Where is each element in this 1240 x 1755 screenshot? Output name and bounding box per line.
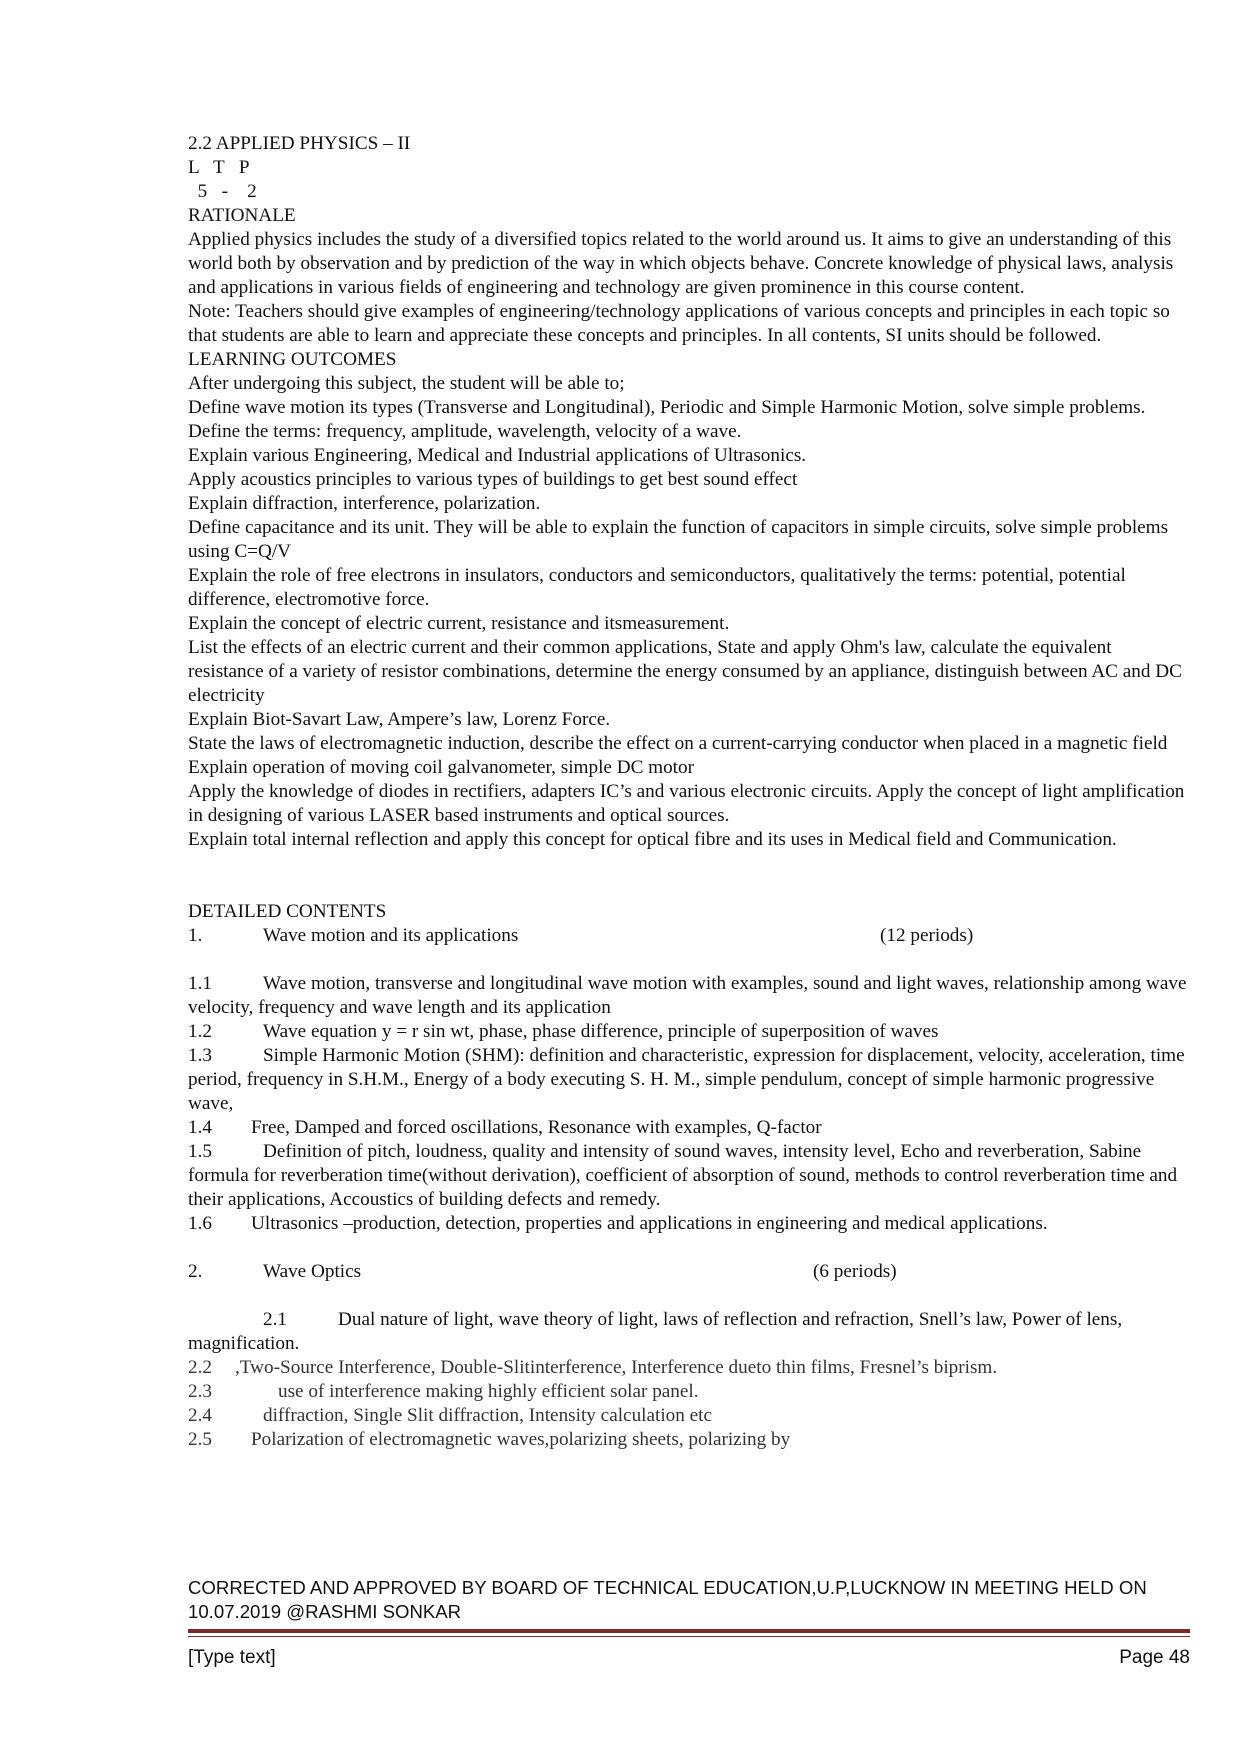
- learning-outcome-item: State the laws of electromagnetic induction, describe the effect on a current-carrying conductor when placed in a magnetic field: [188, 733, 1168, 754]
- spacer: [188, 948, 1188, 972]
- footer-rule-thin: [188, 1636, 1190, 1637]
- topic-periods: (12 periods): [880, 925, 974, 946]
- content-item: [188, 972, 1188, 1020]
- item-text: Free, Damped and forced oscillations, Resonance with examples, Q-factor: [251, 1117, 822, 1138]
- ltp-letters: L T P: [188, 157, 250, 178]
- course-title: 2.2 APPLIED PHYSICS – II: [188, 133, 411, 154]
- item-text: use of interference making highly efficient solar panel.: [278, 1381, 699, 1402]
- item-text: ,Two-Source Interference, Double-Slitinterference, Interference dueto thin films, Fresnel’s biprism.: [235, 1357, 998, 1378]
- topic-periods: (6 periods): [813, 1261, 897, 1282]
- page-number: Page 48: [1119, 1647, 1190, 1668]
- detailed-contents-heading: DETAILED CONTENTS: [188, 901, 387, 922]
- item-number: 1.4: [188, 1117, 212, 1138]
- content-item: [188, 1212, 1188, 1236]
- content-item: [188, 1404, 1188, 1428]
- rationale-note: Note: Teachers should give examples of engineering/technology applications of various concepts and principles in each topic so that students are able to learn and appreciate these concepts and principles. In all contents, SI units should be followed.: [188, 301, 1170, 346]
- learning-outcome-item: Define wave motion its types (Transverse and Longitudinal), Periodic and Simple Harmonic Motion, solve simple problems.: [188, 397, 1146, 418]
- learning-outcome-item: Apply the knowledge of diodes in rectifiers, adapters IC’s and various electronic circuits. Apply the concept of light amplification in designing of various LASER based instruments and optical sources.: [188, 781, 1185, 826]
- item-text: Wave motion, transverse and longitudinal wave motion with examples, sound and light waves, relationship among wave velocity, frequency and wave length and its application: [188, 973, 1187, 1018]
- item-number: 2.1: [263, 1309, 287, 1330]
- rationale-paragraph: Applied physics includes the study of a diversified topics related to the world around us. It aims to give an understanding of this world both by observation and by prediction of the way in which objects behave. Concrete knowledge of physical laws, analysis and applications in various fields of engineering and technology are given prominence in this course content.: [188, 229, 1174, 298]
- item-number: 1.1: [188, 973, 212, 994]
- footer-rule-thick: [188, 1629, 1190, 1633]
- content-item: [188, 1428, 1188, 1452]
- item-number: 2.2: [188, 1357, 212, 1378]
- page-footer: [188, 1645, 1190, 1671]
- footer-placeholder-text: [Type text]: [188, 1647, 276, 1668]
- learning-outcome-item: Explain Biot-Savart Law, Ampere’s law, Lorenz Force.: [188, 709, 611, 730]
- spacer: [188, 1236, 1188, 1260]
- content-item: [188, 1140, 1188, 1212]
- page-content: [188, 132, 1188, 1452]
- item-text: Ultrasonics –production, detection, properties and applications in engineering and medical applications.: [251, 1213, 1048, 1234]
- content-item: [188, 1116, 1188, 1140]
- item-number: 2.3: [188, 1381, 212, 1402]
- topic-name: Wave Optics: [263, 1261, 362, 1282]
- learning-outcome-item: Explain the role of free electrons in insulators, conductors and semiconductors, qualitatively the terms: potential, potential difference, electromotive force.: [188, 565, 1126, 610]
- topic-row-wave-optics: [188, 1260, 1188, 1284]
- content-item: [188, 1308, 1188, 1356]
- learning-outcomes-heading: LEARNING OUTCOMES: [188, 349, 397, 370]
- learning-outcomes-intro: After undergoing this subject, the student will be able to;: [188, 373, 625, 394]
- content-item: [188, 1380, 1188, 1404]
- item-text: Definition of pitch, loudness, quality and intensity of sound waves, intensity level, Echo and reverberation, Sabine formula for reverberation time(without derivation), coefficient of absorption of sound, methods to control reverberation time and their applications, Accoustics of building defects and remedy.: [188, 1141, 1178, 1210]
- item-number: 1.2: [188, 1021, 212, 1042]
- item-text: Wave equation y = r sin wt, phase, phase difference, principle of superposition of waves: [263, 1021, 939, 1042]
- learning-outcome-item: Explain various Engineering, Medical and Industrial applications of Ultrasonics.: [188, 445, 807, 466]
- learning-outcome-item: Define capacitance and its unit. They will be able to explain the function of capacitors in simple circuits, solve simple problems using C=Q/V: [188, 517, 1169, 562]
- learning-outcome-item: List the effects of an electric current and their common applications, State and apply Ohm's law, calculate the equivalent resistance of a variety of resistor combinations, determine the energy consumed by an appliance, distinguish between AC and DC electricity: [188, 637, 1182, 706]
- item-number: 2.4: [188, 1405, 212, 1426]
- item-number: 2.5: [188, 1429, 212, 1450]
- item-text: Polarization of electromagnetic waves,polarizing sheets, polarizing by: [251, 1429, 791, 1450]
- item-number: 1.3: [188, 1045, 212, 1066]
- learning-outcome-item: Define the terms: frequency, amplitude, wavelength, velocity of a wave.: [188, 421, 742, 442]
- topic-number: 2.: [188, 1261, 203, 1282]
- approval-note-line: 10.07.2019 @RASHMI SONKAR: [188, 1601, 462, 1622]
- item-text: diffraction, Single Slit diffraction, Intensity calculation etc: [263, 1405, 713, 1426]
- spacer: [188, 1284, 1188, 1308]
- learning-outcome-item: Apply acoustics principles to various types of buildings to get best sound effect: [188, 469, 798, 490]
- item-text: Dual nature of light, wave theory of light, laws of reflection and refraction, Snell’s law, Power of lens, magnification.: [188, 1309, 1123, 1354]
- learning-outcome-item: Explain the concept of electric current, resistance and itsmeasurement.: [188, 613, 730, 634]
- learning-outcome-item: Explain operation of moving coil galvanometer, simple DC motor: [188, 757, 694, 778]
- spacer: [188, 852, 1188, 900]
- item-text: Simple Harmonic Motion (SHM): definition and characteristic, expression for displacement, velocity, acceleration, time period, frequency in S.H.M., Energy of a body executing S. H. M., simple pendulum, concept of simple harmonic progressive wave,: [188, 1045, 1185, 1114]
- item-number: 1.5: [188, 1141, 212, 1162]
- ltp-values: 5 - 2: [188, 181, 257, 202]
- topic-number: 1.: [188, 925, 203, 946]
- content-item: [188, 1044, 1188, 1116]
- item-number: 1.6: [188, 1213, 212, 1234]
- content-item: [188, 1020, 1188, 1044]
- topic-row-wave-motion: [188, 924, 1188, 948]
- approval-note: [188, 1576, 1198, 1624]
- topic-name: Wave motion and its applications: [263, 925, 519, 946]
- approval-note-line: CORRECTED AND APPROVED BY BOARD OF TECHNICAL EDUCATION,U.P,LUCKNOW IN MEETING HELD ON: [188, 1577, 1147, 1598]
- rationale-heading: RATIONALE: [188, 205, 296, 226]
- content-item: [188, 1356, 1188, 1380]
- learning-outcome-item: Explain diffraction, interference, polarization.: [188, 493, 541, 514]
- learning-outcome-item: Explain total internal reflection and apply this concept for optical fibre and its uses in Medical field and Communication.: [188, 829, 1117, 850]
